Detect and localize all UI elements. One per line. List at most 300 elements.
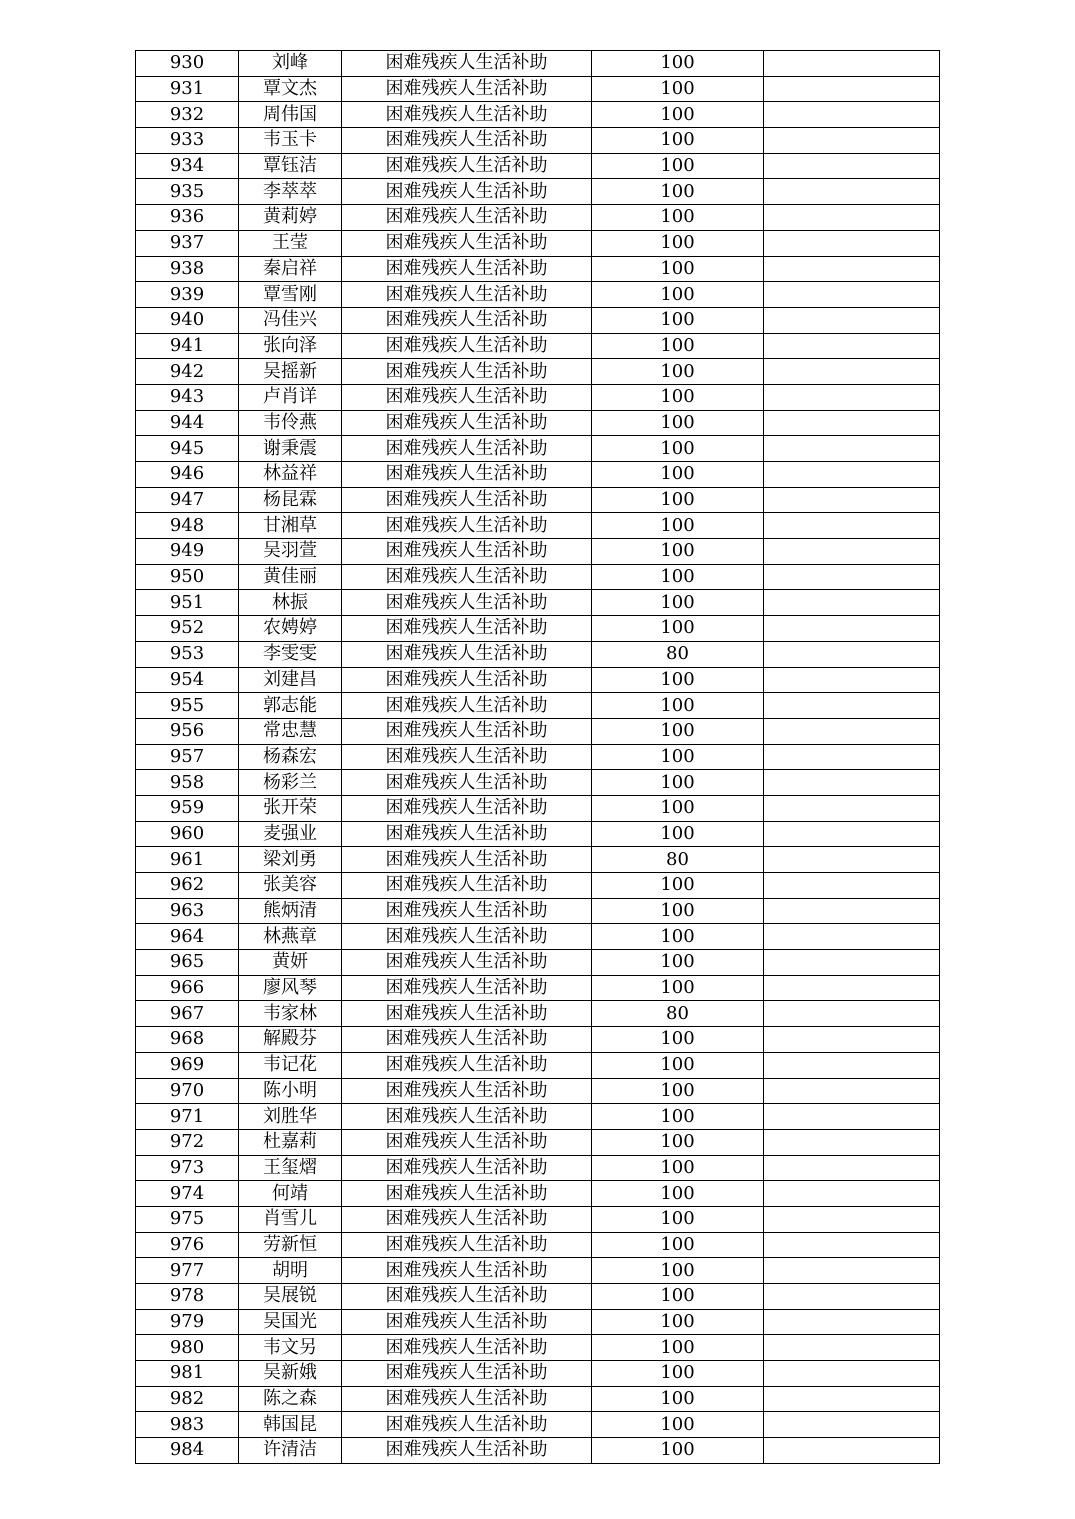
row-number-cell: 966 xyxy=(136,975,239,1001)
note-cell xyxy=(764,487,940,513)
name-cell: 农娉婷 xyxy=(239,616,342,642)
subsidy-item-cell: 困难残疾人生活补助 xyxy=(342,179,592,205)
subsidy-table xyxy=(135,50,940,1464)
note-cell xyxy=(764,641,940,667)
table-row xyxy=(136,924,940,950)
name-cell: 杨森宏 xyxy=(239,744,342,770)
table-row xyxy=(136,898,940,924)
name-cell: 韩国昆 xyxy=(239,1412,342,1438)
name-cell: 胡明 xyxy=(239,1258,342,1284)
name-cell: 熊炳清 xyxy=(239,898,342,924)
note-cell xyxy=(764,1309,940,1335)
subsidy-item-cell: 困难残疾人生活补助 xyxy=(342,950,592,976)
row-number-cell: 973 xyxy=(136,1155,239,1181)
note-cell xyxy=(764,1206,940,1232)
amount-cell: 100 xyxy=(592,1309,764,1335)
row-number-cell: 945 xyxy=(136,436,239,462)
row-number-cell: 952 xyxy=(136,616,239,642)
amount-cell: 100 xyxy=(592,487,764,513)
note-cell xyxy=(764,1386,940,1412)
row-number-cell: 965 xyxy=(136,950,239,976)
subsidy-item-cell: 困难残疾人生活补助 xyxy=(342,256,592,282)
note-cell xyxy=(764,1181,940,1207)
table-row xyxy=(136,1181,940,1207)
name-cell: 黄妍 xyxy=(239,950,342,976)
name-cell: 张美容 xyxy=(239,873,342,899)
subsidy-item-cell: 困难残疾人生活补助 xyxy=(342,282,592,308)
row-number-cell: 947 xyxy=(136,487,239,513)
amount-cell: 100 xyxy=(592,513,764,539)
row-number-cell: 953 xyxy=(136,641,239,667)
name-cell: 林益祥 xyxy=(239,462,342,488)
table-row xyxy=(136,1335,940,1361)
subsidy-item-cell: 困难残疾人生活补助 xyxy=(342,1129,592,1155)
row-number-cell: 969 xyxy=(136,1052,239,1078)
subsidy-item-cell: 困难残疾人生活补助 xyxy=(342,128,592,154)
amount-cell: 100 xyxy=(592,102,764,128)
row-number-cell: 949 xyxy=(136,539,239,565)
subsidy-item-cell: 困难残疾人生活补助 xyxy=(342,230,592,256)
amount-cell: 100 xyxy=(592,153,764,179)
subsidy-item-cell: 困难残疾人生活补助 xyxy=(342,873,592,899)
note-cell xyxy=(764,205,940,231)
note-cell xyxy=(764,924,940,950)
table-row xyxy=(136,873,940,899)
table-row xyxy=(136,1284,940,1310)
subsidy-item-cell: 困难残疾人生活补助 xyxy=(342,436,592,462)
subsidy-item-cell: 困难残疾人生活补助 xyxy=(342,153,592,179)
row-number-cell: 977 xyxy=(136,1258,239,1284)
amount-cell: 100 xyxy=(592,616,764,642)
amount-cell: 100 xyxy=(592,539,764,565)
note-cell xyxy=(764,76,940,102)
name-cell: 李萃萃 xyxy=(239,179,342,205)
name-cell: 麦强业 xyxy=(239,821,342,847)
note-cell xyxy=(764,744,940,770)
row-number-cell: 979 xyxy=(136,1309,239,1335)
amount-cell: 100 xyxy=(592,51,764,77)
note-cell xyxy=(764,179,940,205)
note-cell xyxy=(764,230,940,256)
row-number-cell: 960 xyxy=(136,821,239,847)
amount-cell: 80 xyxy=(592,641,764,667)
note-cell xyxy=(764,51,940,77)
subsidy-item-cell: 困难残疾人生活补助 xyxy=(342,847,592,873)
table-row xyxy=(136,693,940,719)
subsidy-item-cell: 困难残疾人生活补助 xyxy=(342,539,592,565)
subsidy-item-cell: 困难残疾人生活补助 xyxy=(342,1232,592,1258)
subsidy-item-cell: 困难残疾人生活补助 xyxy=(342,1052,592,1078)
table-row xyxy=(136,795,940,821)
note-cell xyxy=(764,1027,940,1053)
subsidy-item-cell: 困难残疾人生活补助 xyxy=(342,1155,592,1181)
table-row xyxy=(136,153,940,179)
table-row xyxy=(136,307,940,333)
subsidy-item-cell: 困难残疾人生活补助 xyxy=(342,616,592,642)
amount-cell: 100 xyxy=(592,1386,764,1412)
table-row xyxy=(136,487,940,513)
amount-cell: 100 xyxy=(592,179,764,205)
amount-cell: 100 xyxy=(592,667,764,693)
row-number-cell: 957 xyxy=(136,744,239,770)
table-row xyxy=(136,950,940,976)
amount-cell: 100 xyxy=(592,821,764,847)
table-row xyxy=(136,1001,940,1027)
row-number-cell: 962 xyxy=(136,873,239,899)
note-cell xyxy=(764,307,940,333)
table-row xyxy=(136,462,940,488)
subsidy-item-cell: 困难残疾人生活补助 xyxy=(342,487,592,513)
table-row xyxy=(136,718,940,744)
subsidy-item-cell: 困难残疾人生活补助 xyxy=(342,1206,592,1232)
note-cell xyxy=(764,1258,940,1284)
table-row xyxy=(136,1361,940,1387)
table-row xyxy=(136,1386,940,1412)
note-cell xyxy=(764,410,940,436)
row-number-cell: 956 xyxy=(136,718,239,744)
table-row xyxy=(136,76,940,102)
amount-cell: 100 xyxy=(592,950,764,976)
subsidy-item-cell: 困难残疾人生活补助 xyxy=(342,76,592,102)
amount-cell: 100 xyxy=(592,1155,764,1181)
amount-cell: 100 xyxy=(592,564,764,590)
note-cell xyxy=(764,1001,940,1027)
row-number-cell: 976 xyxy=(136,1232,239,1258)
note-cell xyxy=(764,102,940,128)
table-row xyxy=(136,641,940,667)
name-cell: 谢秉震 xyxy=(239,436,342,462)
table-row xyxy=(136,1438,940,1464)
subsidy-item-cell: 困难残疾人生活补助 xyxy=(342,898,592,924)
name-cell: 卢肖详 xyxy=(239,384,342,410)
name-cell: 常忠慧 xyxy=(239,718,342,744)
subsidy-item-cell: 困难残疾人生活补助 xyxy=(342,590,592,616)
row-number-cell: 983 xyxy=(136,1412,239,1438)
table-row xyxy=(136,230,940,256)
subsidy-item-cell: 困难残疾人生活补助 xyxy=(342,1258,592,1284)
amount-cell: 100 xyxy=(592,975,764,1001)
row-number-cell: 935 xyxy=(136,179,239,205)
amount-cell: 100 xyxy=(592,1361,764,1387)
amount-cell: 100 xyxy=(592,359,764,385)
amount-cell: 100 xyxy=(592,384,764,410)
note-cell xyxy=(764,975,940,1001)
subsidy-item-cell: 困难残疾人生活补助 xyxy=(342,1412,592,1438)
name-cell: 张向泽 xyxy=(239,333,342,359)
amount-cell: 100 xyxy=(592,1027,764,1053)
note-cell xyxy=(764,384,940,410)
amount-cell: 100 xyxy=(592,462,764,488)
table-row xyxy=(136,1104,940,1130)
row-number-cell: 938 xyxy=(136,256,239,282)
amount-cell: 100 xyxy=(592,282,764,308)
amount-cell: 100 xyxy=(592,898,764,924)
table-row xyxy=(136,539,940,565)
amount-cell: 100 xyxy=(592,333,764,359)
name-cell: 周伟国 xyxy=(239,102,342,128)
row-number-cell: 951 xyxy=(136,590,239,616)
amount-cell: 100 xyxy=(592,693,764,719)
row-number-cell: 954 xyxy=(136,667,239,693)
note-cell xyxy=(764,1052,940,1078)
row-number-cell: 948 xyxy=(136,513,239,539)
note-cell xyxy=(764,590,940,616)
subsidy-item-cell: 困难残疾人生活补助 xyxy=(342,1438,592,1464)
table-row xyxy=(136,564,940,590)
row-number-cell: 941 xyxy=(136,333,239,359)
table-row xyxy=(136,590,940,616)
row-number-cell: 937 xyxy=(136,230,239,256)
name-cell: 吴羽萱 xyxy=(239,539,342,565)
subsidy-item-cell: 困难残疾人生活补助 xyxy=(342,205,592,231)
name-cell: 吴摇新 xyxy=(239,359,342,385)
row-number-cell: 981 xyxy=(136,1361,239,1387)
note-cell xyxy=(764,1412,940,1438)
note-cell xyxy=(764,1361,940,1387)
name-cell: 劳新恒 xyxy=(239,1232,342,1258)
subsidy-item-cell: 困难残疾人生活补助 xyxy=(342,1361,592,1387)
name-cell: 林振 xyxy=(239,590,342,616)
note-cell xyxy=(764,873,940,899)
subsidy-item-cell: 困难残疾人生活补助 xyxy=(342,333,592,359)
table-row xyxy=(136,410,940,436)
row-number-cell: 984 xyxy=(136,1438,239,1464)
row-number-cell: 940 xyxy=(136,307,239,333)
name-cell: 杨昆霖 xyxy=(239,487,342,513)
note-cell xyxy=(764,1104,940,1130)
table-row xyxy=(136,102,940,128)
note-cell xyxy=(764,333,940,359)
amount-cell: 100 xyxy=(592,1335,764,1361)
name-cell: 韦玉卡 xyxy=(239,128,342,154)
amount-cell: 100 xyxy=(592,307,764,333)
note-cell xyxy=(764,256,940,282)
subsidy-item-cell: 困难残疾人生活补助 xyxy=(342,821,592,847)
amount-cell: 100 xyxy=(592,1438,764,1464)
row-number-cell: 972 xyxy=(136,1129,239,1155)
row-number-cell: 982 xyxy=(136,1386,239,1412)
name-cell: 李雯雯 xyxy=(239,641,342,667)
name-cell: 秦启祥 xyxy=(239,256,342,282)
row-number-cell: 980 xyxy=(136,1335,239,1361)
note-cell xyxy=(764,1438,940,1464)
table-row xyxy=(136,1027,940,1053)
amount-cell: 100 xyxy=(592,744,764,770)
table-row xyxy=(136,256,940,282)
note-cell xyxy=(764,1335,940,1361)
subsidy-item-cell: 困难残疾人生活补助 xyxy=(342,1386,592,1412)
row-number-cell: 958 xyxy=(136,770,239,796)
row-number-cell: 933 xyxy=(136,128,239,154)
name-cell: 肖雪儿 xyxy=(239,1206,342,1232)
name-cell: 解殿芬 xyxy=(239,1027,342,1053)
note-cell xyxy=(764,667,940,693)
row-number-cell: 930 xyxy=(136,51,239,77)
note-cell xyxy=(764,436,940,462)
table-row xyxy=(136,975,940,1001)
note-cell xyxy=(764,718,940,744)
subsidy-item-cell: 困难残疾人生活补助 xyxy=(342,1027,592,1053)
table-row xyxy=(136,384,940,410)
amount-cell: 100 xyxy=(592,205,764,231)
note-cell xyxy=(764,795,940,821)
subsidy-item-cell: 困难残疾人生活补助 xyxy=(342,718,592,744)
table-row xyxy=(136,667,940,693)
note-cell xyxy=(764,462,940,488)
note-cell xyxy=(764,1129,940,1155)
note-cell xyxy=(764,898,940,924)
subsidy-item-cell: 困难残疾人生活补助 xyxy=(342,1181,592,1207)
name-cell: 林燕章 xyxy=(239,924,342,950)
subsidy-item-cell: 困难残疾人生活补助 xyxy=(342,1309,592,1335)
note-cell xyxy=(764,1078,940,1104)
name-cell: 吴展锐 xyxy=(239,1284,342,1310)
name-cell: 韦记花 xyxy=(239,1052,342,1078)
amount-cell: 100 xyxy=(592,924,764,950)
amount-cell: 100 xyxy=(592,256,764,282)
row-number-cell: 961 xyxy=(136,847,239,873)
table-row xyxy=(136,744,940,770)
note-cell xyxy=(764,282,940,308)
subsidy-item-cell: 困难残疾人生活补助 xyxy=(342,1078,592,1104)
name-cell: 杜嘉莉 xyxy=(239,1129,342,1155)
subsidy-item-cell: 困难残疾人生活补助 xyxy=(342,1284,592,1310)
name-cell: 韦文另 xyxy=(239,1335,342,1361)
subsidy-item-cell: 困难残疾人生活补助 xyxy=(342,410,592,436)
row-number-cell: 978 xyxy=(136,1284,239,1310)
name-cell: 黄佳丽 xyxy=(239,564,342,590)
name-cell: 许清洁 xyxy=(239,1438,342,1464)
name-cell: 刘建昌 xyxy=(239,667,342,693)
amount-cell: 100 xyxy=(592,1284,764,1310)
table-row xyxy=(136,1078,940,1104)
subsidy-item-cell: 困难残疾人生活补助 xyxy=(342,641,592,667)
amount-cell: 100 xyxy=(592,1181,764,1207)
amount-cell: 100 xyxy=(592,1206,764,1232)
row-number-cell: 971 xyxy=(136,1104,239,1130)
subsidy-item-cell: 困难残疾人生活补助 xyxy=(342,1335,592,1361)
name-cell: 覃雪刚 xyxy=(239,282,342,308)
subsidy-item-cell: 困难残疾人生活补助 xyxy=(342,975,592,1001)
name-cell: 甘湘草 xyxy=(239,513,342,539)
amount-cell: 100 xyxy=(592,128,764,154)
table-row xyxy=(136,847,940,873)
amount-cell: 100 xyxy=(592,1078,764,1104)
note-cell xyxy=(764,1232,940,1258)
table-row xyxy=(136,1412,940,1438)
name-cell: 刘胜华 xyxy=(239,1104,342,1130)
amount-cell: 100 xyxy=(592,873,764,899)
row-number-cell: 931 xyxy=(136,76,239,102)
name-cell: 韦家林 xyxy=(239,1001,342,1027)
subsidy-item-cell: 困难残疾人生活补助 xyxy=(342,307,592,333)
row-number-cell: 955 xyxy=(136,693,239,719)
note-cell xyxy=(764,616,940,642)
table-row xyxy=(136,821,940,847)
amount-cell: 80 xyxy=(592,847,764,873)
name-cell: 王莹 xyxy=(239,230,342,256)
table-row xyxy=(136,128,940,154)
name-cell: 杨彩兰 xyxy=(239,770,342,796)
subsidy-item-cell: 困难残疾人生活补助 xyxy=(342,1001,592,1027)
note-cell xyxy=(764,950,940,976)
note-cell xyxy=(764,564,940,590)
amount-cell: 100 xyxy=(592,76,764,102)
note-cell xyxy=(764,513,940,539)
amount-cell: 100 xyxy=(592,1129,764,1155)
note-cell xyxy=(764,1284,940,1310)
subsidy-item-cell: 困难残疾人生活补助 xyxy=(342,1104,592,1130)
note-cell xyxy=(764,821,940,847)
name-cell: 吴新娥 xyxy=(239,1361,342,1387)
subsidy-item-cell: 困难残疾人生活补助 xyxy=(342,770,592,796)
subsidy-item-cell: 困难残疾人生活补助 xyxy=(342,513,592,539)
row-number-cell: 970 xyxy=(136,1078,239,1104)
row-number-cell: 936 xyxy=(136,205,239,231)
amount-cell: 100 xyxy=(592,1052,764,1078)
table-body xyxy=(136,51,940,1464)
row-number-cell: 943 xyxy=(136,384,239,410)
table-row xyxy=(136,1052,940,1078)
table-row xyxy=(136,333,940,359)
amount-cell: 100 xyxy=(592,590,764,616)
table-row xyxy=(136,205,940,231)
row-number-cell: 932 xyxy=(136,102,239,128)
table-row xyxy=(136,1206,940,1232)
name-cell: 王玺熠 xyxy=(239,1155,342,1181)
amount-cell: 100 xyxy=(592,770,764,796)
subsidy-item-cell: 困难残疾人生活补助 xyxy=(342,462,592,488)
row-number-cell: 963 xyxy=(136,898,239,924)
table-row xyxy=(136,1155,940,1181)
name-cell: 吴国光 xyxy=(239,1309,342,1335)
subsidy-item-cell: 困难残疾人生活补助 xyxy=(342,795,592,821)
row-number-cell: 939 xyxy=(136,282,239,308)
note-cell xyxy=(764,539,940,565)
amount-cell: 100 xyxy=(592,410,764,436)
subsidy-item-cell: 困难残疾人生活补助 xyxy=(342,51,592,77)
note-cell xyxy=(764,693,940,719)
name-cell: 梁刘勇 xyxy=(239,847,342,873)
amount-cell: 100 xyxy=(592,1412,764,1438)
name-cell: 冯佳兴 xyxy=(239,307,342,333)
table-row xyxy=(136,770,940,796)
amount-cell: 100 xyxy=(592,1104,764,1130)
table-row xyxy=(136,1232,940,1258)
name-cell: 覃文杰 xyxy=(239,76,342,102)
amount-cell: 80 xyxy=(592,1001,764,1027)
table-row xyxy=(136,179,940,205)
name-cell: 郭志能 xyxy=(239,693,342,719)
row-number-cell: 950 xyxy=(136,564,239,590)
subsidy-item-cell: 困难残疾人生活补助 xyxy=(342,359,592,385)
row-number-cell: 934 xyxy=(136,153,239,179)
note-cell xyxy=(764,770,940,796)
name-cell: 陈小明 xyxy=(239,1078,342,1104)
row-number-cell: 944 xyxy=(136,410,239,436)
name-cell: 韦伶燕 xyxy=(239,410,342,436)
subsidy-item-cell: 困难残疾人生活补助 xyxy=(342,693,592,719)
table-row xyxy=(136,1309,940,1335)
name-cell: 刘峰 xyxy=(239,51,342,77)
subsidy-item-cell: 困难残疾人生活补助 xyxy=(342,564,592,590)
note-cell xyxy=(764,128,940,154)
row-number-cell: 967 xyxy=(136,1001,239,1027)
amount-cell: 100 xyxy=(592,230,764,256)
name-cell: 陈之森 xyxy=(239,1386,342,1412)
name-cell: 廖风琴 xyxy=(239,975,342,1001)
note-cell xyxy=(764,847,940,873)
